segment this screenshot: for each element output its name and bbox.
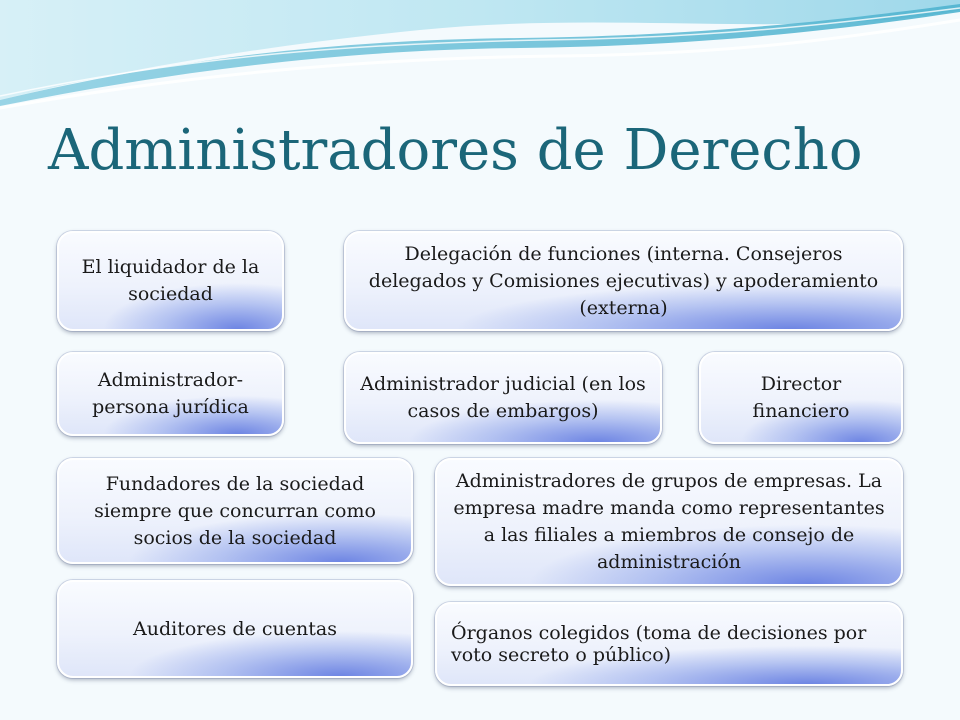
box-liquidador xyxy=(57,231,284,331)
box-grupos-text: Administradores de grupos de empresas. La empresa madre manda como representantes a las filiales a miembros de consejo de administración xyxy=(453,470,885,573)
header-wave-decoration xyxy=(0,0,960,120)
box-delegacion xyxy=(344,231,903,331)
box-judicial-text: Administrador judicial (en los casos de embargos) xyxy=(360,373,646,422)
box-director-text: Director financiero xyxy=(752,373,850,422)
box-organos-text: Órganos colegidos (toma de decisiones por voto secreto o público) xyxy=(451,622,867,666)
box-liquidador-text: El liquidador de la sociedad xyxy=(81,256,260,305)
box-grupos xyxy=(435,458,903,586)
box-persona-juridica xyxy=(57,352,284,436)
box-organos xyxy=(435,602,903,686)
slide-title: Administradores de Derecho xyxy=(48,118,863,183)
box-auditores-text: Auditores de cuentas xyxy=(133,617,337,640)
box-delegacion-text: Delegación de funciones (interna. Consejeros delegados y Comisiones ejecutivas) y apoderamiento (externa) xyxy=(368,242,879,319)
box-fundadores xyxy=(57,458,413,564)
box-persona-juridica-text: Administrador-persona jurídica xyxy=(92,369,249,418)
box-judicial xyxy=(344,352,662,444)
box-auditores xyxy=(57,580,413,678)
box-director xyxy=(699,352,903,444)
box-fundadores-text: Fundadores de la sociedad siempre que concurran como socios de la sociedad xyxy=(94,472,376,549)
